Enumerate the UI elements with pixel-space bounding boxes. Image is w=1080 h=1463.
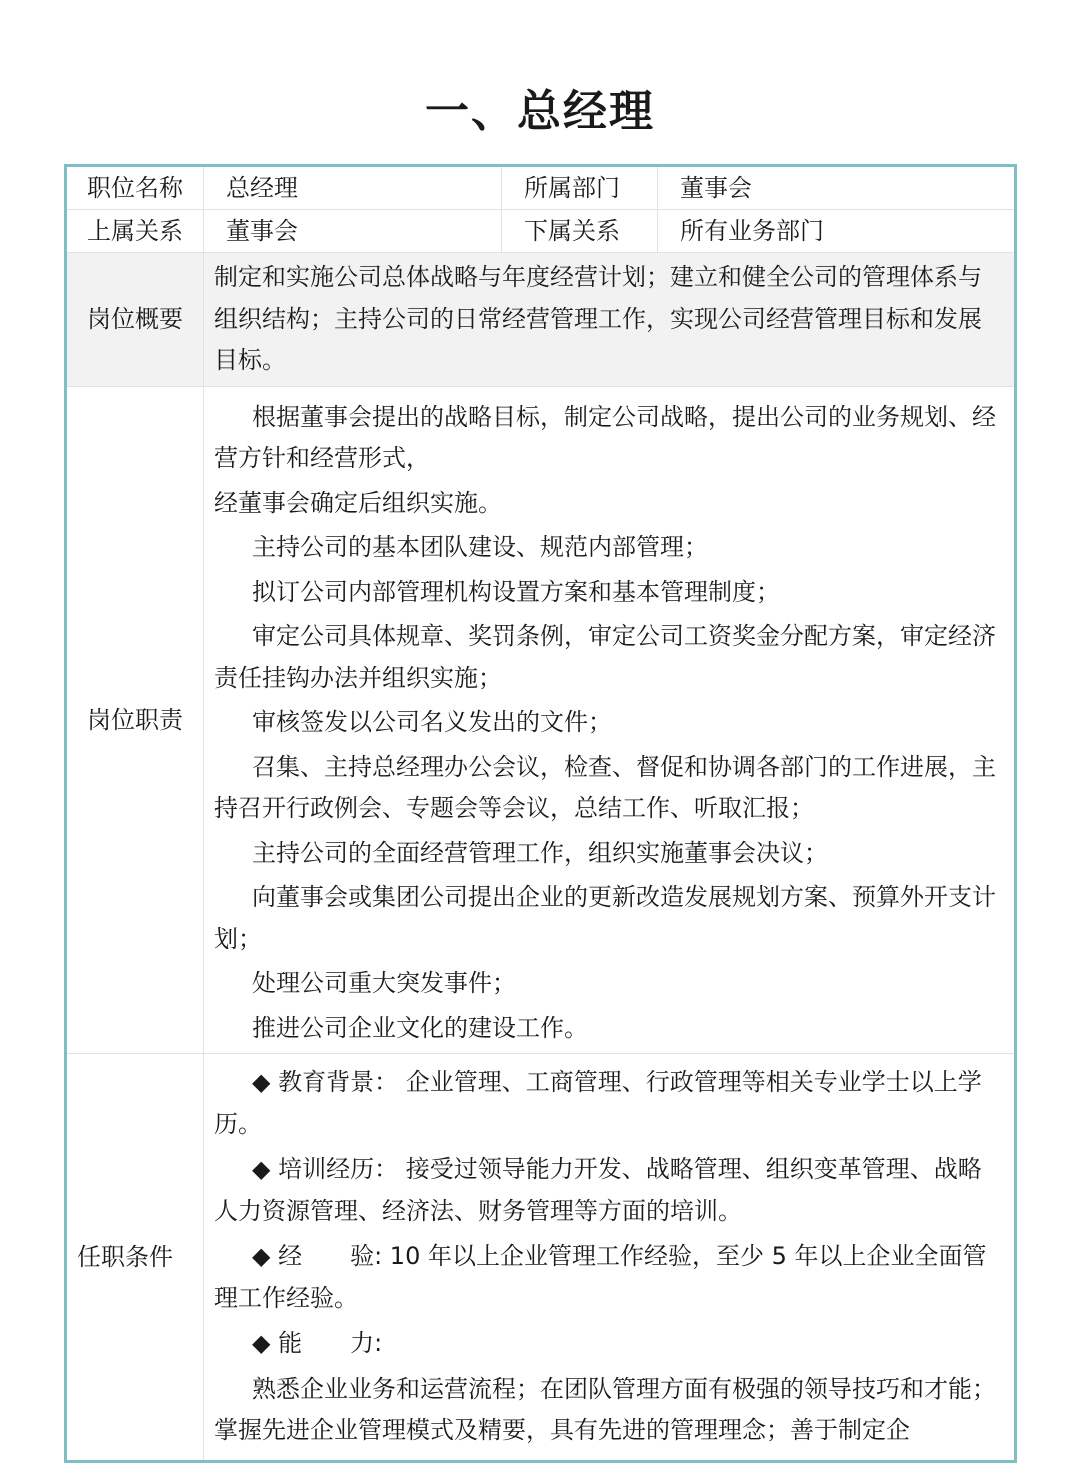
subordinate-label: 下属关系 bbox=[502, 210, 658, 253]
duty-item: 召集、主持总经理办公会议，检查、督促和协调各部门的工作进展，主持召开行政例会、专题会等会议，总结工作、听取汇报； bbox=[214, 752, 996, 822]
qualification-item: ◆ 能 力: bbox=[252, 1329, 383, 1357]
position-value: 总经理 bbox=[204, 166, 502, 210]
duty-item: 推进公司企业文化的建设工作。 bbox=[252, 1013, 588, 1042]
department-value: 董事会 bbox=[658, 166, 1016, 210]
qualifications-cell bbox=[204, 1054, 1016, 1462]
superior-label: 上属关系 bbox=[66, 210, 204, 253]
subordinate-value: 所有业务部门 bbox=[658, 210, 1016, 253]
superior-value: 董事会 bbox=[204, 210, 502, 253]
page-title: 一、总经理 bbox=[425, 86, 655, 137]
duty-item: 向董事会或集团公司提出企业的更新改造发展规划方案、预算外开支计划； bbox=[214, 883, 996, 953]
info-row-2 bbox=[66, 210, 1016, 253]
overview-label: 岗位概要 bbox=[66, 253, 204, 387]
duties-row bbox=[66, 386, 1016, 1054]
info-row-1 bbox=[66, 166, 1016, 210]
job-description-table bbox=[64, 164, 1017, 1463]
overview-text: 制定和实施公司总体战略与年度经营计划；建立和健全公司的管理体系与组织结构；主持公司的日常经营管理工作，实现公司经营管理目标和发展目标。 bbox=[214, 263, 982, 374]
qualification-item: 熟悉企业业务和运营流程；在团队管理方面有极强的领导技巧和才能；掌握先进企业管理模式及精要，具有先进的管理理念；善于制定企 bbox=[214, 1374, 996, 1444]
duty-item: 审核签发以公司名义发出的文件； bbox=[252, 708, 612, 736]
duty-item: 主持公司的全面经营管理工作，组织实施董事会决议； bbox=[252, 838, 828, 867]
overview-cell bbox=[204, 253, 1016, 387]
duty-item: 主持公司的基本团队建设、规范内部管理； bbox=[252, 533, 708, 561]
department-label: 所属部门 bbox=[502, 166, 658, 210]
position-label: 职位名称 bbox=[66, 166, 204, 210]
qualification-item: ◆ 经 验: 10 年以上企业管理工作经验，至少 5 年以上企业全面管理工作经验。 bbox=[214, 1242, 987, 1312]
qualifications-row bbox=[66, 1054, 1016, 1462]
duty-item: 根据董事会提出的战略目标，制定公司战略，提出公司的业务规划、经营方针和经营形式， bbox=[214, 402, 996, 472]
duty-item: 拟订公司内部管理机构设置方案和基本管理制度； bbox=[252, 577, 780, 606]
qualification-item: ◆ 教育背景： 企业管理、工商管理、行政管理等相关专业学士以上学历。 bbox=[214, 1068, 982, 1138]
qualifications-content bbox=[214, 1058, 1004, 1456]
duties-cell bbox=[204, 386, 1016, 1054]
qualifications-label: 任职条件 bbox=[66, 1054, 204, 1462]
qualification-item: ◆ 培训经历： 接受过领导能力开发、战略管理、组织变革管理、战略人力资源管理、经济法、财务管理等方面的培训。 bbox=[214, 1155, 982, 1225]
duties-label: 岗位职责 bbox=[66, 386, 204, 1054]
duty-item: 经董事会确定后组织实施。 bbox=[214, 488, 502, 517]
overview-row bbox=[66, 253, 1016, 387]
duty-item: 审定公司具体规章、奖罚条例，审定公司工资奖金分配方案，审定经济责任挂钩办法并组织实施； bbox=[214, 622, 996, 692]
duty-item: 处理公司重大突发事件； bbox=[252, 969, 516, 997]
